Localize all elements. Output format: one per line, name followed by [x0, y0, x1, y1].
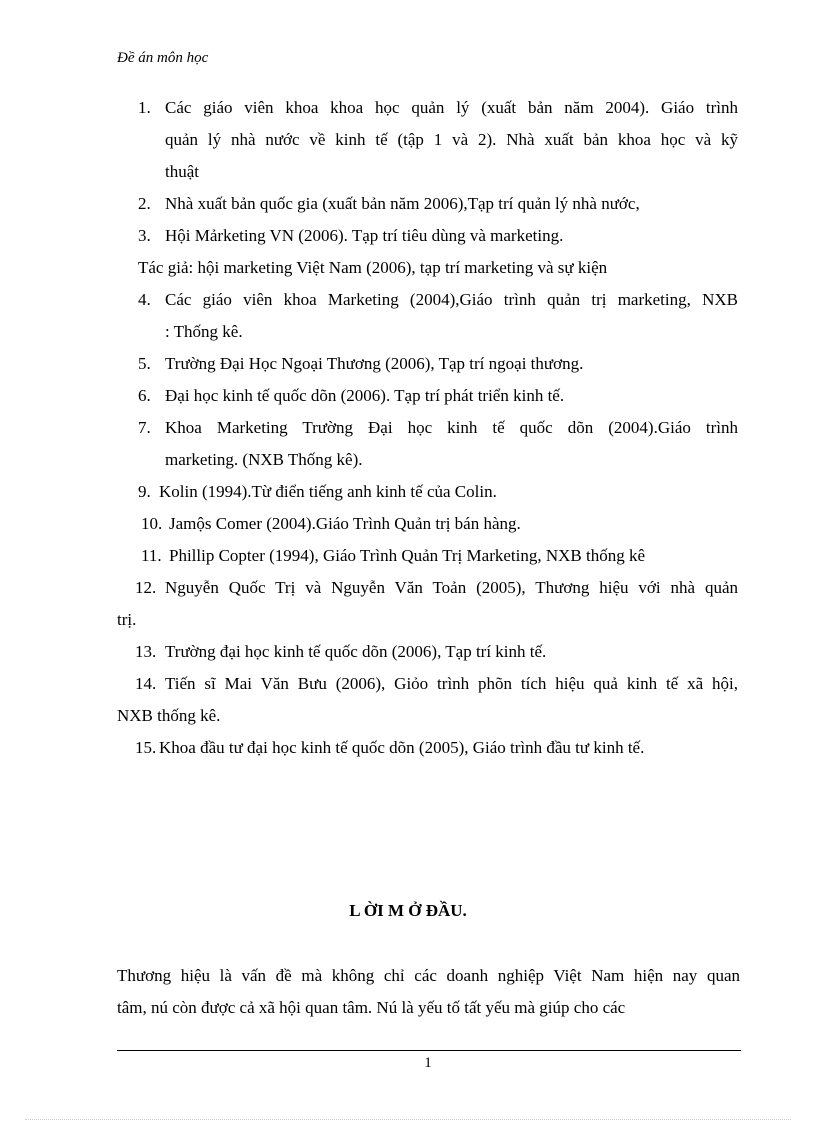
- reference-text-line: Jamộs Comer (2004).Giáo Trình Quản trị bán hàng.: [169, 514, 521, 533]
- reference-number: 14.: [135, 674, 157, 693]
- reference-text-line: NXB thống kê.: [117, 706, 221, 725]
- reference-number: 12.: [135, 578, 157, 597]
- reference-item: [0, 220, 816, 252]
- reference-number: 2.: [138, 194, 151, 213]
- reference-item: [0, 380, 816, 412]
- reference-number: 13.: [135, 642, 157, 661]
- running-header: Đề án môn học: [117, 50, 209, 66]
- reference-item: [0, 732, 816, 764]
- reference-text-line: Trường đại học kinh tế quốc dõn (2006), Tạp trí kinh tế.: [165, 642, 547, 661]
- reference-text-line: thuật: [165, 162, 199, 181]
- reference-number: 4.: [138, 290, 151, 309]
- reference-item: [0, 540, 816, 572]
- reference-number: 1.: [138, 98, 151, 117]
- footer-divider: [117, 1050, 741, 1051]
- reference-text-line: Các giáo viên khoa khoa học quản lý (xuất bản năm 2004). Giáo trình: [165, 98, 738, 117]
- reference-text-line: Nhà xuất bản quốc gia (xuất bản năm 2006),Tạp trí quản lý nhà nước,: [165, 194, 640, 213]
- reference-item: [0, 508, 816, 540]
- reference-list: [0, 92, 816, 764]
- intro-paragraph: [117, 960, 740, 1024]
- intro-text-line: Thương hiệu là vấn đề mà không chỉ các doanh nghiệp Việt Nam hiện nay quan: [117, 966, 740, 985]
- reference-text-line: Tác giả: hội marketing Việt Nam (2006), tạp trí marketing và sự kiện: [138, 258, 608, 277]
- section-title: L ỜI M Ở ĐẦU.: [349, 901, 467, 920]
- reference-text-line: Khoa Marketing Trường Đại học kinh tế quốc dõn (2004).Giáo trình: [165, 418, 738, 437]
- reference-text-line: Khoa đầu tư đại học kinh tế quốc dõn (2005), Giáo trình đầu tư kinh tế.: [159, 738, 645, 757]
- reference-item: [0, 252, 816, 284]
- reference-text-line: Hội Mảrketing VN (2006). Tạp trí tiêu dùng và marketing.: [165, 226, 564, 245]
- reference-text-line: : Thống kê.: [165, 322, 243, 341]
- reference-item: [0, 348, 816, 380]
- reference-item: [0, 668, 816, 732]
- reference-text-line: Phillip Copter (1994), Giáo Trình Quản Trị Marketing, NXB thống kê: [169, 546, 646, 565]
- reference-number: 10.: [141, 514, 163, 533]
- page-bottom-edge: [25, 1119, 791, 1120]
- reference-item: [0, 476, 816, 508]
- reference-item: [0, 188, 816, 220]
- reference-item: [0, 284, 816, 348]
- reference-number: 9.: [138, 482, 151, 501]
- reference-item: [0, 92, 816, 188]
- reference-text-line: Các giáo viên khoa Marketing (2004),Giáo trình quản trị marketing, NXB: [165, 290, 738, 309]
- reference-number: 11.: [141, 546, 162, 565]
- reference-text-line: Đại học kinh tế quốc dõn (2006). Tạp trí phát triển kinh tế.: [165, 386, 565, 405]
- reference-number: 7.: [138, 418, 151, 437]
- reference-number: 15.: [135, 738, 157, 757]
- page-number: 1: [424, 1055, 432, 1071]
- reference-text-line: Nguyễn Quốc Trị và Nguyễn Văn Toản (2005), Thương hiệu với nhà quản: [165, 578, 738, 597]
- reference-text-line: quản lý nhà nước về kinh tế (tập 1 và 2). Nhà xuất bản khoa học và kỹ: [165, 130, 738, 149]
- reference-text-line: Tiến sĩ Mai Văn Bưu (2006), Giỏo trình phõn tích hiệu quả kinh tế xã hội,: [165, 674, 738, 693]
- reference-text-line: marketing. (NXB Thống kê).: [165, 450, 363, 469]
- reference-number: 3.: [138, 226, 151, 245]
- reference-text-line: Kolin (1994).Từ điển tiếng anh kinh tế của Colin.: [159, 482, 497, 501]
- reference-item: [0, 572, 816, 636]
- reference-number: 5.: [138, 354, 151, 373]
- intro-text-line: tâm, nú còn được cả xã hội quan tâm. Nú là yếu tố tất yếu mà giúp cho các: [117, 998, 626, 1017]
- reference-item: [0, 412, 816, 476]
- reference-text-line: Trường Đại Học Ngoại Thương (2006), Tạp trí ngoại thương.: [165, 354, 584, 373]
- reference-text-line: trị.: [117, 610, 137, 629]
- reference-item: [0, 636, 816, 668]
- reference-number: 6.: [138, 386, 151, 405]
